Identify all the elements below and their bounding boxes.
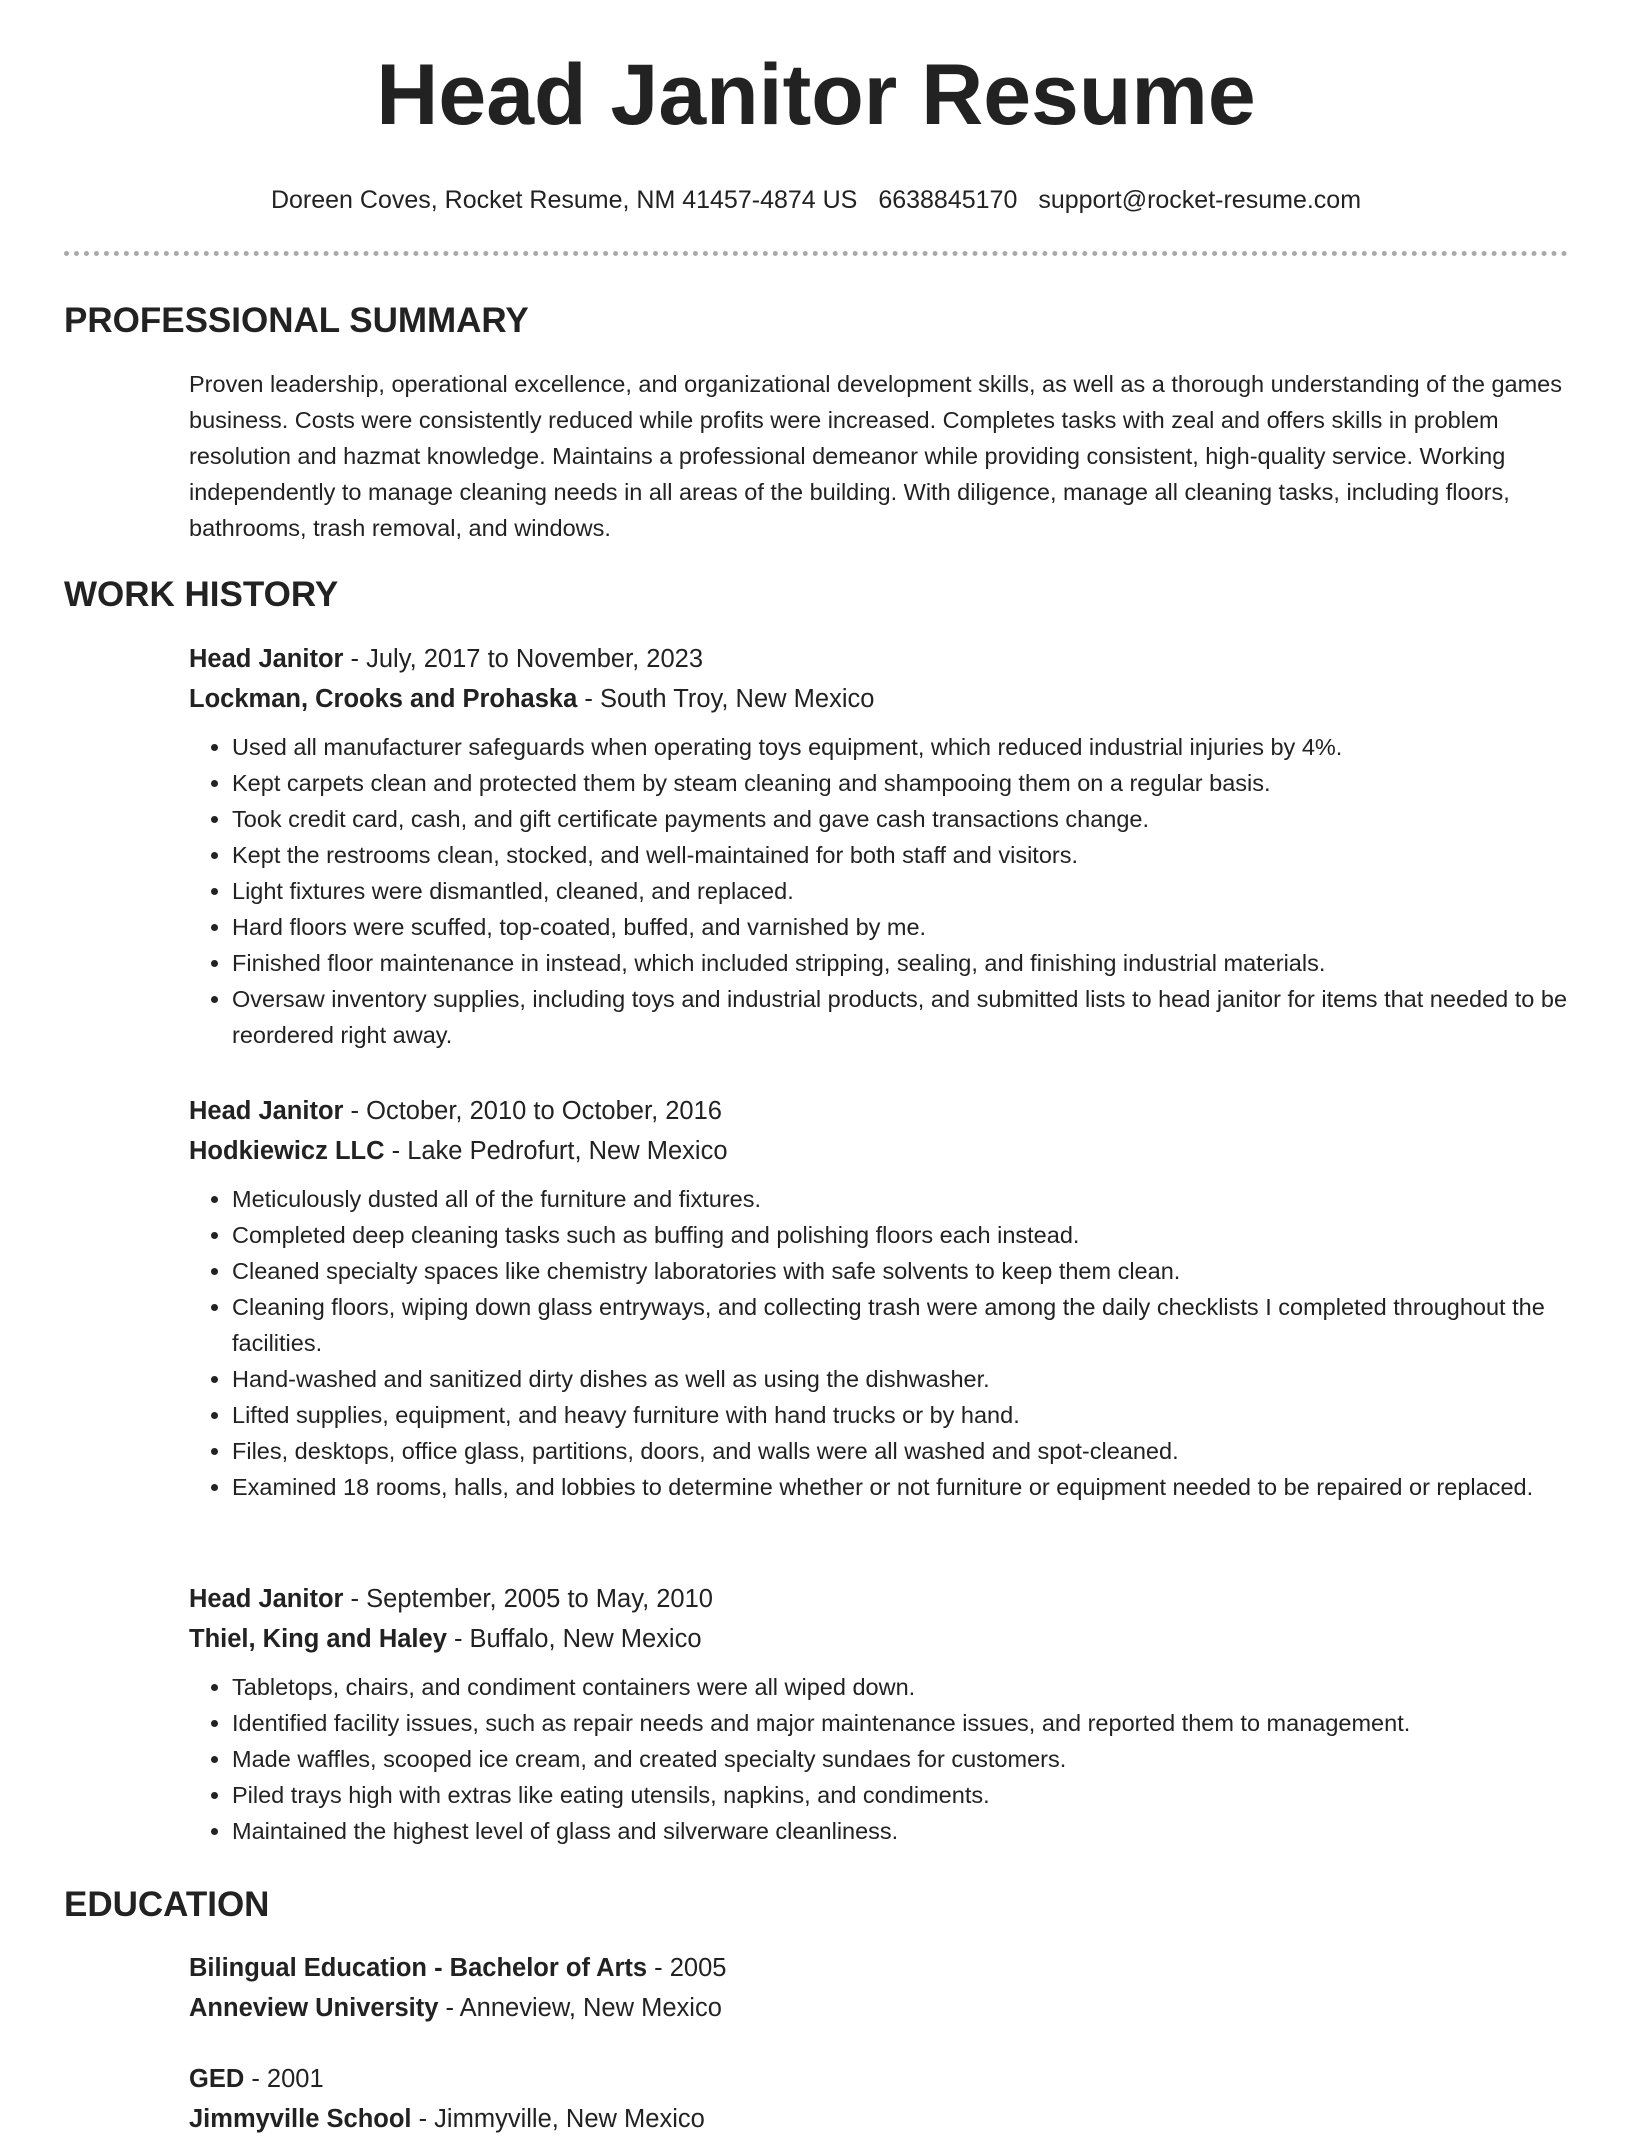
section-title-summary: PROFESSIONAL SUMMARY (64, 301, 529, 340)
job-title-line (189, 1579, 1569, 1619)
job-bullet: • Made waffles, scooped ice cream, and created specialty sundaes for customers. (232, 1741, 1569, 1777)
job-location: - Buffalo, New Mexico (446, 1625, 702, 1653)
education-location: - Jimmyville, New Mexico (411, 2105, 705, 2133)
education-degree: GED (189, 2065, 245, 2093)
job-bullet: • Oversaw inventory supplies, including toys and industrial products, and submitted lists to head janitor for items that needed to be reordered right away. (232, 981, 1569, 1053)
job-company-line (189, 679, 1569, 719)
education-degree: Bilingual Education - Bachelor of Arts (189, 1954, 648, 1982)
job-title-line (189, 639, 1569, 679)
job-bullet: • Hard floors were scuffed, top-coated, buffed, and varnished by me. (232, 909, 1569, 945)
contact-phone: 6638845170 (878, 186, 1018, 214)
contact-address: Doreen Coves, Rocket Resume, NM 41457-4874 US (270, 186, 858, 214)
job-title: Head Janitor (189, 1097, 344, 1125)
header-divider (64, 251, 1568, 256)
job-entry (189, 1579, 1569, 1849)
education-school-line (189, 1988, 1569, 2028)
job-bullet: • Piled trays high with extras like eating utensils, napkins, and condiments. (232, 1777, 1569, 1813)
job-company-line (189, 1131, 1569, 1171)
job-bullet: • Took credit card, cash, and gift certificate payments and gave cash transactions change. (232, 801, 1569, 837)
job-bullet: • Lifted supplies, equipment, and heavy furniture with hand trucks or by hand. (232, 1397, 1569, 1433)
section-title-work-history: WORK HISTORY (64, 575, 339, 614)
job-dates: - July, 2017 to November, 2023 (343, 645, 704, 673)
education-year: - 2005 (647, 1954, 727, 1982)
job-bullet: • Completed deep cleaning tasks such as buffing and polishing floors each instead. (232, 1217, 1569, 1253)
job-bullet: • Maintained the highest level of glass and silverware cleanliness. (232, 1813, 1569, 1849)
job-bullet: • Cleaned specialty spaces like chemistry laboratories with safe solvents to keep them clean. (232, 1253, 1569, 1289)
education-entry (189, 2059, 1569, 2139)
contact-email: support@rocket-resume.com (1038, 186, 1362, 214)
job-company: Lockman, Crooks and Prohaska (189, 685, 578, 713)
job-title-line (189, 1091, 1569, 1131)
job-bullets (189, 1669, 1569, 1849)
job-location: - South Troy, New Mexico (577, 685, 875, 713)
education-year: - 2001 (244, 2065, 324, 2093)
job-entry (189, 639, 1569, 1053)
summary-text: Proven leadership, operational excellence, and organizational development skills, as well as a thorough understanding of the games business. Costs were consistently reduced while profits were increased. Completes tasks with zeal and offers skills in problem resolution and hazmat knowledge. Maintains a professional demeanor while providing consistent, high-quality service. Working independently to manage cleaning needs in all areas of the building. With diligence, manage all cleaning tasks, including floors, bathrooms, trash removal, and windows. (189, 371, 1562, 541)
education-entry (189, 1948, 1569, 2028)
job-bullet: • Hand-washed and sanitized dirty dishes as well as using the dishwasher. (232, 1361, 1569, 1397)
job-entry (189, 1091, 1569, 1505)
education-school: Anneview University (189, 1994, 439, 2022)
job-bullet: • Kept carpets clean and protected them by steam cleaning and shampooing them on a regular basis. (232, 765, 1569, 801)
job-bullet: • Identified facility issues, such as repair needs and major maintenance issues, and reported them to management. (232, 1705, 1569, 1741)
job-bullet: • Light fixtures were dismantled, cleaned, and replaced. (232, 873, 1569, 909)
job-company: Hodkiewicz LLC (189, 1137, 385, 1165)
job-bullets (189, 1181, 1569, 1505)
job-bullet: • Meticulously dusted all of the furniture and fixtures. (232, 1181, 1569, 1217)
education-degree-line (189, 1948, 1569, 1988)
job-bullet: • Used all manufacturer safeguards when operating toys equipment, which reduced industrial injuries by 4%. (232, 729, 1569, 765)
job-title: Head Janitor (189, 1585, 344, 1613)
page-title: Head Janitor Resume (376, 47, 1256, 143)
job-location: - Lake Pedrofurt, New Mexico (384, 1137, 728, 1165)
job-bullet: • Kept the restrooms clean, stocked, and well-maintained for both staff and visitors. (232, 837, 1569, 873)
job-company: Thiel, King and Haley (189, 1625, 447, 1653)
education-degree-line (189, 2059, 1569, 2099)
job-dates: - September, 2005 to May, 2010 (343, 1585, 713, 1613)
job-dates: - October, 2010 to October, 2016 (343, 1097, 722, 1125)
education-school: Jimmyville School (189, 2105, 412, 2133)
job-bullet: • Finished floor maintenance in instead, which included stripping, sealing, and finishing industrial materials. (232, 945, 1569, 981)
job-bullet: • Tabletops, chairs, and condiment containers were all wiped down. (232, 1669, 1569, 1705)
job-bullets (189, 729, 1569, 1053)
job-bullet: • Files, desktops, office glass, partitions, doors, and walls were all washed and spot-cleaned. (232, 1433, 1569, 1469)
job-company-line (189, 1619, 1569, 1659)
education-location: - Anneview, New Mexico (438, 1994, 722, 2022)
contact-line (0, 185, 1632, 215)
job-bullet: • Examined 18 rooms, halls, and lobbies to determine whether or not furniture or equipment needed to be repaired or replaced. (232, 1469, 1569, 1505)
education-school-line (189, 2099, 1569, 2139)
job-bullet: • Cleaning floors, wiping down glass entryways, and collecting trash were among the daily checklists I completed throughout the facilities. (232, 1289, 1569, 1361)
section-title-education: EDUCATION (64, 1885, 270, 1924)
job-title: Head Janitor (189, 645, 344, 673)
